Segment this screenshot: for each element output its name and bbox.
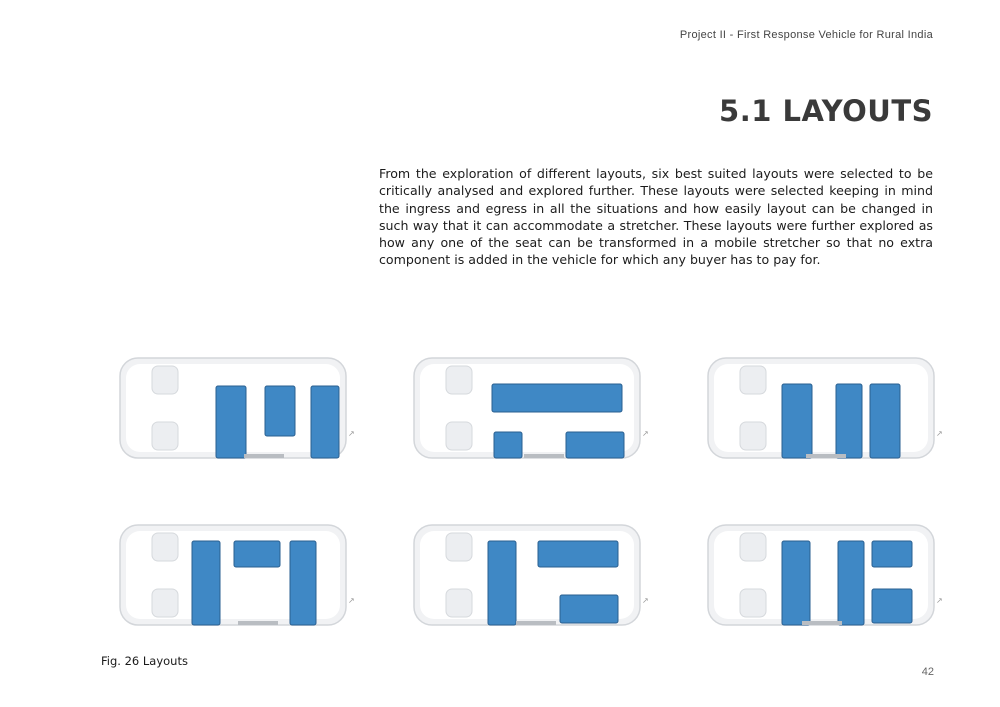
door-arrow-icon: ↗ [348,596,355,605]
seat-block [870,384,900,458]
seat-block [311,386,339,458]
page-title: 5.1 LAYOUTS [719,94,933,128]
layouts-figure [100,330,943,640]
seat-block [494,432,522,458]
seat-block [838,541,864,625]
van-layout-2-drawing [412,350,652,470]
front-seat-icon [740,366,766,394]
seat-block [290,541,316,625]
van-layout-2 [412,350,652,470]
step [244,454,284,458]
seat-block [216,386,246,458]
step [802,621,842,625]
seat-block [538,541,618,567]
front-seat-icon [152,422,178,450]
front-seat-icon [152,589,178,617]
van-layout-5-drawing [412,517,652,637]
door-arrow-icon: ↗ [936,596,943,605]
van-layout-4-drawing [118,517,358,637]
door-arrow-icon: ↗ [936,429,943,438]
step [238,621,278,625]
front-seat-icon [446,366,472,394]
seat-block [560,595,618,623]
door-arrow-icon: ↗ [642,429,649,438]
seat-block [782,541,810,625]
figure-caption: Fig. 26 Layouts [101,654,188,668]
front-seat-icon [740,589,766,617]
van-layout-5 [412,517,652,637]
body-paragraph: From the exploration of different layouts, six best suited layouts were selected to be critically analysed and explored further. These layouts were selected keeping in mind the ingress and egress in all the situations and how easily layout can be changed in such way that it can accommodate a stretcher. These layouts were further explored as how any one of the seat can be transformed in a mobile stretcher so that no extra component is added in the vehicle for which any buyer has to pay for. [379,166,933,268]
step [516,621,556,625]
seat-block [192,541,220,625]
project-header: Project II - First Response Vehicle for Rural India [679,29,933,41]
front-seat-icon [152,533,178,561]
front-seat-icon [446,589,472,617]
front-seat-icon [152,366,178,394]
page-number: 42 [921,666,934,678]
seat-block [872,589,912,623]
seat-block [234,541,280,567]
seat-block [265,386,295,436]
seat-block [566,432,624,458]
seat-block [492,384,622,412]
van-layout-6 [706,517,946,637]
door-arrow-icon: ↗ [348,429,355,438]
front-seat-icon [446,422,472,450]
van-layout-3-drawing [706,350,946,470]
seat-block [488,541,516,625]
seat-block [872,541,912,567]
front-seat-icon [740,533,766,561]
front-seat-icon [446,533,472,561]
van-layout-4 [118,517,358,637]
step [524,454,564,458]
van-layout-1 [118,350,358,470]
seat-block [836,384,862,458]
van-layout-1-drawing [118,350,358,470]
door-arrow-icon: ↗ [642,596,649,605]
step [806,454,846,458]
van-layout-6-drawing [706,517,946,637]
front-seat-icon [740,422,766,450]
seat-block [782,384,812,458]
van-layout-3 [706,350,946,470]
